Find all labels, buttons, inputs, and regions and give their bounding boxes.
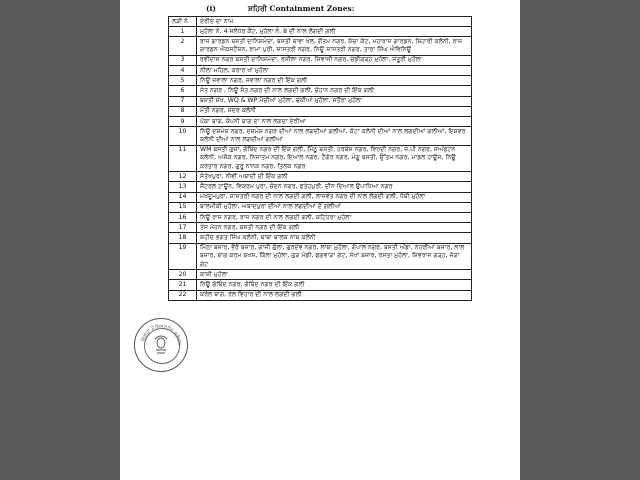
serial-number-cell: 4 (169, 66, 197, 76)
table-row (169, 27, 472, 37)
table-row (169, 270, 472, 280)
serial-number-cell: 8 (169, 106, 197, 116)
table-row (169, 233, 472, 243)
serial-number-cell: 7 (169, 96, 197, 106)
section-title: ਸ਼ਹਿਰੀ Containment Zones: (248, 4, 355, 13)
serial-number-cell: 2 (169, 37, 197, 55)
svg-text:ਜ਼ਿਲ੍ਹਾ ਮੈਜਿਸਟ੍ਰੇਟ ਜਲੰਧਰ (139, 323, 182, 346)
containment-zones-table (168, 16, 472, 301)
area-name-cell: ਰਵੀਦਾਸ ਨਗਰ ਬਸਤੀ ਦਾਨਿਸ਼ਮੰਦਾ, ਰਸੀਲਾ ਨਗਰ, ਸਿਵਾਜੀ ਨਗਰ, ਚੰਡੀਗੜ੍ਹ ਮੁਹੱਲਾ, ਸਤੂਰੀ ਮੁਹੱਲਾ (197, 55, 472, 65)
area-name-cell: ਮਿੱਠਾ ਬਜ਼ਾਰ, ਭੈਰੋ ਬਜ਼ਾਰ, ਗਾਜੀ ਗੁੱਲਾ, ਗੁਰਦੇਵ ਨਗਰ, ਲਾਂਬਾ ਮੁਹੱਲਾ, ਗੋਪਾਲ ਨਗਰ, ਬਸਤੀ ਅੱਡਾ, ਨੇਹਰੀਆਂ ਬਜ਼ਾਰ, ਲਾਲ ਬਜ਼ਾਰ, ਬਾਗ ਕਰਮ ਬਖਸ਼, ਕਿੱਲਾ ਮੁਹੱਲਾ, ਗੁੜ ਮੰਡੀ, ਫਗਵਾੜਾ ਗੇਟ, ਸੇਖਾਂ ਬਜ਼ਾਰ, ਰਸਤਾ ਮੁਹੱਲਾ, ਸ਼ਿਵਰਾਜ ਗੜ੍ਹ, ਜੋੜਾ ਗੇਟ (197, 243, 472, 270)
serial-number-cell: 19 (169, 243, 197, 270)
serial-number-cell: 10 (169, 127, 197, 145)
serial-number-cell: 20 (169, 270, 197, 280)
serial-number-cell: 11 (169, 145, 197, 172)
area-name-cell: ਮੋਤੀ ਨਗਰ, ਸਦਰ ਕਲੋਨੀ (197, 106, 472, 116)
table-row (169, 280, 472, 290)
table-header-row (169, 17, 472, 27)
serial-number-cell: 1 (169, 27, 197, 37)
serial-number-cell: 6 (169, 86, 197, 96)
table-row (169, 243, 472, 270)
area-name-cell: ਨਿਊ ਜਵਾਲਾ ਨਗਰ, ਜਵਾਲਾ ਨਗਰ ਦੀ ਇੱਕ ਗਲੀ (197, 76, 472, 86)
area-name-cell: ਨਿਊ ਦਸ਼ਮੇਸ਼ ਨਗਰ, ਦਸ਼ਮੇਸ਼ ਨਗਰ ਦੀਆਂ ਨਾਲ ਲਗਦੀਆਂ ਗਲੀਆਂ, ਕੋਟਾ ਕਲੋਨੀ ਦੀਆਂ ਨਾਲ ਲਗਦੀਆਂ ਗਲੀਆਂ, ਇਸ਼ਵਰ ਕਲੋਨੀ ਦੀਆਂ ਨਾਲ ਲਗਦੀਆਂ ਗਲੀਆਂ (197, 127, 472, 145)
serial-number-cell: 17 (169, 223, 197, 233)
table-row (169, 202, 472, 212)
seal-text: ਜ਼ਿਲ੍ਹਾ ਮੈਜਿਸਟ੍ਰੇਟ ਜਲੰਧਰ (140, 323, 183, 346)
area-name-cell: ਸ਼ਹੀਦ ਭਗਤ ਸਿੰਘ ਕਲੋਨੀ, ਬਾਬਾ ਬਾਲਕ ਨਾਥ ਕਲੋਨੀ (197, 233, 472, 243)
area-name-cell: ਸੈਂਟਰਲ ਟਾਊਨ, ਵਿਕਰਮ ਪੁਰਾ, ਚੰਦਨ ਨਗਰ, ਫਤੇਹਪੁਰੀ, ਦੀਨ ਦਿਆਲ ਉਪਾਧਿਆ ਨਗਰ (197, 182, 472, 192)
table-row (169, 37, 472, 55)
table-body (169, 27, 472, 301)
area-name-cell: ਬਾਲਮੀਕੀ ਮੁਹੱਲਾ, ਅਬਾਦਪੁਰਾ ਦੀਆਂ ਨਾਲ ਲਗਦੀਆਂ ਦੋ ਗਲੀਆਂ (197, 202, 472, 212)
area-name-cell: ਸੰਤ ਨਗਰ , ਨਿਊ ਸੰਤ ਨਗਰ ਦੀ ਨਾਲ ਲਗਦੀ ਗਲੀ, ਚੋਹਾਨ ਨਗਰ ਦੀ ਇੱਕ ਗਲੀ (197, 86, 472, 96)
table-row (169, 223, 472, 233)
area-name-cell: ਪੱਕਾ ਬਾਗ, ਕੰਪਨੀ ਬਾਗ ਦਾ ਨਾਲ ਲਗਦਾ ਏਰੀਆ (197, 117, 472, 127)
serial-number-cell: 5 (169, 76, 197, 86)
serial-number-cell: 18 (169, 233, 197, 243)
table-row (169, 213, 472, 223)
area-name-cell: ਕਾਜ਼ੀ ਮੁਹੱਲਾ (197, 270, 472, 280)
table-row (169, 86, 472, 96)
section-heading (120, 4, 520, 16)
official-seal (134, 318, 188, 372)
seal-emblem-icon (135, 319, 187, 371)
serial-number-cell: 13 (169, 182, 197, 192)
area-name-cell: ਮੁਹੱਲਾ ਨੰ. 4 ਜਲੰਧਰ ਕੈਂਟ, ਮੁਹੱਲਾ ਨੰ. 8 ਦੀ ਨਾਲ ਲੱਗਦੀ ਗਲੀ (197, 27, 472, 37)
area-name-header: ਏਰੀਏ ਦਾ ਨਾਮ (197, 17, 472, 27)
area-name-cell: ਨਿਊ ਰਾਜ ਨਗਰ, ਰਾਜ ਨਗਰ ਦੀ ਨਾਲ ਲਗਦੀ ਗਲੀ, ਕਟਿਹਰਾ ਮੁਹੱਲਾ (197, 213, 472, 223)
area-name-cell: ਬਸਤੀ ਸ਼ੇਖ, WQ & WP ਮੋਚੀਆਂ ਮੁਹੱਲਾ, ਢੇਕੀਆਂ ਮੁਹੱਲਾ, ਸਤੌਰਾ ਮੁਹੱਲਾ (197, 96, 472, 106)
serial-number-cell: 9 (169, 117, 197, 127)
table-row (169, 117, 472, 127)
area-name-cell: ਸੰਤੋਖਪੁਰਾ, ਨੀਵੀਂ ਅਬਾਦੀ ਦੀ ਇੱਕ ਗਲੀ (197, 172, 472, 182)
table-row (169, 55, 472, 65)
table-row (169, 192, 472, 202)
table-row (169, 172, 472, 182)
serial-number-cell: 15 (169, 202, 197, 212)
table-row (169, 145, 472, 172)
area-name-cell: ਨੀਲਾ ਮਹਿਲ, ਕਰਾਰ ਖਾਂ ਮੁਹੱਲਾ (197, 66, 472, 76)
area-name-cell: ਰਾਜ ਗਾਰਡਨ ਬਸਤੀ ਦਾਨਿਸ਼ਮੰਦਾ, ਬਸਤੀ ਬਾਵਾ ਖੇਲ, ਗੌਤਮ ਨਗਰ, ਕੱਚਾ ਕੋਟ, ਮਹਾਰਾਜ ਗਾਰਡਨ, ਬਿਹਾਰੀ ਕਲੋਨੀ, ਰਾਜ ਗਾਰਡਨ ਐਕਸਟੈਂਸ਼ਨ, ਰਾਮਾ ਪੁਰੀ, ਸ਼ਾਸਤਰੀ ਨਗਰ, ਨਿਊ ਸ਼ਾਸਤਰੀ ਨਗਰ, ਤਾਰਾ ਸਿੰਘ ਐਵਿਨਿਊ (197, 37, 472, 55)
area-name-cell: ਨਿਊ ਗੋਬਿੰਦ ਨਗਰ, ਗੋਬਿੰਦ ਨਗਰ ਦੀ ਇੱਕ ਗਲੀ (197, 280, 472, 290)
serial-number-cell: 12 (169, 172, 197, 182)
table-row (169, 127, 472, 145)
serial-number-cell: 3 (169, 55, 197, 65)
serial-number-cell: 22 (169, 290, 197, 300)
table-row (169, 106, 472, 116)
area-name-cell: ਕਰੋਲ ਬਾਗ, ਰੇਲ ਵਿਹਾਰ ਦੀ ਨਾਲ ਲਗਦੀ ਗਲੀ (197, 290, 472, 300)
serial-number-header: ਲੜੀ ਨੰ. (169, 17, 197, 27)
area-name-cell: WM ਬਸਤੀ ਗੁਜਾਂ, ਗੋਬਿੰਦ ਨਗਰ ਦੀ ਇੱਕ ਗਲੀ, ਮਿੱਠੂ ਬਸਤੀ, ਹਰਬੰਸ ਨਗਰ, ਵਿਰਦੀ ਨਗਰ, ਜੇ.ਪੀ ਨਗਰ, ਸਅੰਫਟਨ ਕਲੋਨੀ, ਅਸ਼ੋਕ ਨਗਰ, ਨਿਜਾਤਮ ਨਗਰ, ਇਆਲ ਨਗਰ, ਟੈਗੋਰ ਨਗਰ, ਮੰਗੂ ਬਸਤੀ, ਉੱਤਮ ਨਗਰ, ਮਾਡਲ ਹਾਊਸ, ਨਿਊ ਕਰਤਾਰ ਨਗਰ, ਗੁਰੂ ਨਾਨਕ ਨਗਰ, ਤਿਲਕ ਨਗਰ (197, 145, 472, 172)
table-row (169, 76, 472, 86)
table-row (169, 290, 472, 300)
table-row (169, 66, 472, 76)
serial-number-cell: 14 (169, 192, 197, 202)
serial-number-cell: 21 (169, 280, 197, 290)
serial-number-cell: 16 (169, 213, 197, 223)
document-page (120, 0, 520, 480)
section-number: (i) (206, 4, 216, 13)
area-name-cell: ਤੇਜ ਮੋਹਨ ਨਗਰ, ਬਸਤੀ ਨਗਰ ਦੀ ਇੱਕ ਗਲੀ (197, 223, 472, 233)
area-name-cell: ਮਖਦੂਮਪੁਰਾ, ਸ਼ਾਸਤਰੀ ਨਗਰ ਦੀ ਨਾਲ ਲਗਦੀ ਗਲੀ, ਲਾਜਵੰਤ ਨਗਰ ਦੀ ਨਾਲ ਲੱਗਦੀ ਗਲੀ, ਧੋਬੀ ਮੁਹੱਲਾ (197, 192, 472, 202)
table-row (169, 182, 472, 192)
table-row (169, 96, 472, 106)
